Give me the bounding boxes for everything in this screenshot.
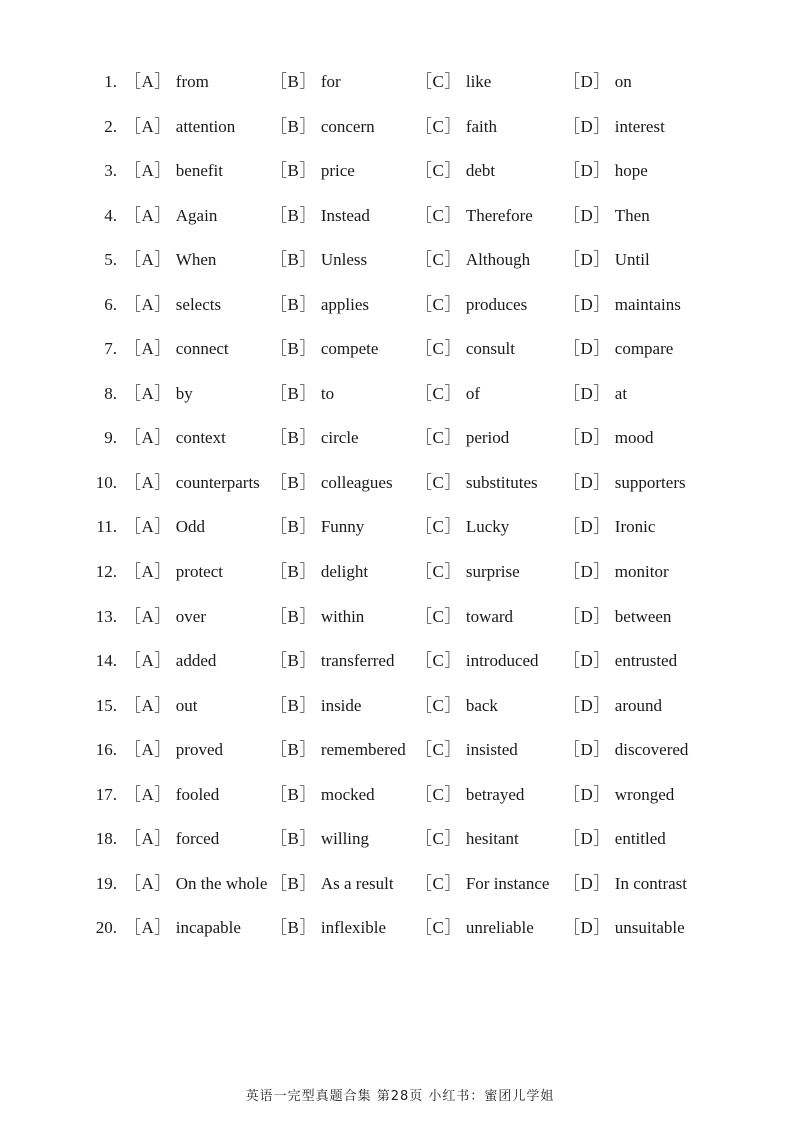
option-text: attention (175, 116, 236, 136)
option-a (124, 372, 193, 417)
option-letter: ［D］ (563, 116, 611, 136)
option-text: wronged (614, 784, 675, 804)
option-text: by (175, 383, 193, 403)
option-letter: ［B］ (270, 205, 317, 225)
option-a (124, 595, 206, 640)
question-row (0, 238, 800, 283)
option-letter: ［C］ (415, 918, 462, 938)
option-text: over (175, 606, 206, 626)
question-row (0, 60, 800, 105)
option-text: Funny (320, 517, 365, 537)
option-letter: ［B］ (270, 695, 317, 715)
option-letter: ［D］ (563, 784, 611, 804)
option-text: inflexible (320, 918, 386, 938)
question-number: 10. (95, 472, 117, 492)
option-letter: ［B］ (270, 606, 317, 626)
question-row (0, 639, 800, 684)
option-letter: ［C］ (415, 829, 462, 849)
option-a (124, 773, 219, 818)
option-letter: ［B］ (270, 517, 317, 537)
option-text: price (320, 161, 355, 181)
option-text: produces (465, 294, 528, 314)
option-d (563, 773, 674, 818)
option-text: entitled (614, 829, 666, 849)
option-a (124, 639, 216, 684)
option-text: Odd (175, 517, 206, 537)
option-letter: ［B］ (270, 250, 317, 270)
option-b (270, 60, 341, 105)
option-text: for (320, 72, 341, 91)
option-letter: ［D］ (563, 651, 611, 671)
page-footer: 英语一完型真题合集 第28页 小红书：蜜团儿学姐 (245, 1089, 555, 1104)
option-b (270, 105, 375, 150)
question-row (0, 416, 800, 461)
option-a (124, 416, 226, 461)
option-b (270, 773, 375, 818)
option-text: compete (320, 339, 379, 359)
option-letter: ［A］ (124, 517, 172, 537)
option-letter: ［C］ (415, 205, 462, 225)
option-letter: ［B］ (270, 651, 317, 671)
option-b (270, 194, 370, 239)
option-text: benefit (175, 161, 223, 181)
option-letter: ［D］ (563, 562, 611, 582)
option-letter: ［C］ (415, 740, 462, 760)
option-text: discovered (614, 740, 689, 760)
option-letter: ［C］ (415, 472, 462, 492)
option-c (415, 238, 530, 283)
option-text: like (465, 72, 492, 91)
option-b (270, 550, 368, 595)
option-text: added (175, 651, 217, 671)
option-letter: ［A］ (124, 918, 172, 938)
option-text: transferred (320, 651, 395, 671)
option-letter: ［B］ (270, 472, 317, 492)
option-letter: ［C］ (415, 161, 462, 181)
option-text: from (175, 72, 209, 91)
question-row (0, 595, 800, 640)
option-text: colleagues (320, 472, 393, 492)
option-d (563, 505, 655, 550)
option-text: forced (175, 829, 220, 849)
question-number: 7. (104, 339, 117, 359)
option-text: inside (320, 695, 362, 715)
option-text: introduced (465, 651, 539, 671)
option-letter: ［C］ (415, 116, 462, 136)
option-text: remembered (320, 740, 406, 760)
option-text: entrusted (614, 651, 678, 671)
option-d (563, 906, 685, 951)
option-c (415, 327, 515, 372)
option-c (415, 550, 520, 595)
option-text: Then (614, 205, 650, 225)
option-text: delight (320, 562, 369, 582)
option-c (415, 862, 549, 907)
option-c (415, 283, 527, 328)
option-d (563, 817, 666, 862)
option-text: on (614, 72, 632, 91)
option-b (270, 639, 394, 684)
option-c (415, 149, 495, 194)
option-letter: ［A］ (124, 72, 172, 91)
option-b (270, 372, 334, 417)
option-text: When (175, 250, 217, 270)
option-text: Therefore (465, 205, 533, 225)
option-letter: ［D］ (563, 161, 611, 181)
question-number: 18. (95, 829, 117, 849)
option-letter: ［B］ (270, 72, 317, 91)
question-row (0, 906, 800, 951)
option-d (563, 684, 662, 729)
option-d (563, 416, 654, 461)
option-text: of (465, 383, 481, 403)
option-letter: ［C］ (415, 383, 462, 403)
option-b (270, 461, 393, 506)
option-c (415, 817, 519, 862)
option-b (270, 684, 361, 729)
option-text: selects (175, 294, 222, 314)
question-number: 8. (104, 383, 117, 403)
option-letter: ［D］ (563, 472, 611, 492)
question-number: 4. (104, 205, 117, 225)
option-letter: ［D］ (563, 205, 611, 225)
question-row (0, 862, 800, 907)
option-c (415, 372, 480, 417)
option-c (415, 416, 509, 461)
option-letter: ［A］ (124, 873, 172, 893)
option-letter: ［A］ (124, 606, 172, 626)
option-text: concern (320, 116, 375, 136)
option-text: mood (614, 428, 654, 448)
option-letter: ［A］ (124, 250, 172, 270)
option-text: period (465, 428, 510, 448)
question-row (0, 194, 800, 239)
option-letter: ［A］ (124, 784, 172, 804)
option-text: insisted (465, 740, 518, 760)
option-text: betrayed (465, 784, 525, 804)
option-text: hesitant (465, 829, 519, 849)
question-row (0, 773, 800, 818)
option-a (124, 194, 217, 239)
question-number: 1. (104, 72, 117, 91)
option-letter: ［B］ (270, 740, 317, 760)
option-text: interest (614, 116, 665, 136)
question-number: 13. (95, 606, 117, 626)
option-letter: ［C］ (415, 873, 462, 893)
option-letter: ［B］ (270, 383, 317, 403)
option-b (270, 283, 369, 328)
option-letter: ［A］ (124, 562, 172, 582)
option-c (415, 60, 491, 105)
option-letter: ［D］ (563, 517, 611, 537)
question-number: 15. (95, 695, 117, 715)
option-text: consult (465, 339, 515, 359)
option-letter: ［D］ (563, 606, 611, 626)
question-row (0, 149, 800, 194)
option-a (124, 862, 267, 907)
option-text: For instance (465, 873, 550, 893)
option-text: within (320, 606, 365, 626)
option-text: Unless (320, 250, 368, 270)
option-d (563, 327, 673, 372)
question-number: 3. (104, 161, 117, 181)
option-letter: ［D］ (563, 873, 611, 893)
question-row (0, 728, 800, 773)
option-d (563, 283, 681, 328)
option-letter: ［A］ (124, 116, 172, 136)
option-b (270, 906, 386, 951)
option-d (563, 862, 687, 907)
option-b (270, 728, 406, 773)
option-letter: ［D］ (563, 294, 611, 314)
option-letter: ［A］ (124, 161, 172, 181)
question-number: 19. (95, 873, 117, 893)
option-c (415, 773, 524, 818)
option-text: counterparts (175, 472, 260, 492)
option-text: faith (465, 116, 497, 136)
question-number: 16. (95, 740, 117, 760)
question-row (0, 684, 800, 729)
option-letter: ［A］ (124, 428, 172, 448)
option-letter: ［A］ (124, 472, 172, 492)
option-letter: ［A］ (124, 829, 172, 849)
option-b (270, 595, 364, 640)
option-d (563, 461, 686, 506)
option-text: fooled (175, 784, 220, 804)
option-d (563, 60, 632, 105)
option-letter: ［B］ (270, 562, 317, 582)
question-number: 9. (104, 428, 117, 448)
option-letter: ［C］ (415, 606, 462, 626)
option-letter: ［D］ (563, 829, 611, 849)
question-number: 14. (95, 651, 117, 671)
option-text: mocked (320, 784, 375, 804)
option-text: around (614, 695, 662, 715)
option-text: hope (614, 161, 648, 181)
option-c (415, 505, 509, 550)
option-a (124, 105, 235, 150)
question-number: 6. (104, 294, 117, 314)
option-text: between (614, 606, 672, 626)
question-row (0, 461, 800, 506)
option-b (270, 416, 359, 461)
option-letter: ［D］ (563, 339, 611, 359)
option-text: incapable (175, 918, 241, 938)
option-text: supporters (614, 472, 686, 492)
option-text: Although (465, 250, 531, 270)
option-c (415, 461, 538, 506)
option-d (563, 639, 677, 684)
option-c (415, 105, 497, 150)
option-text: applies (320, 294, 369, 314)
option-text: willing (320, 829, 370, 849)
option-letter: ［D］ (563, 250, 611, 270)
option-letter: ［A］ (124, 740, 172, 760)
option-text: maintains (614, 294, 681, 314)
option-letter: ［C］ (415, 517, 462, 537)
option-letter: ［B］ (270, 161, 317, 181)
option-d (563, 550, 669, 595)
option-letter: ［C］ (415, 250, 462, 270)
option-text: Ironic (614, 517, 656, 537)
option-a (124, 684, 198, 729)
option-text: surprise (465, 562, 520, 582)
option-text: context (175, 428, 226, 448)
option-letter: ［B］ (270, 428, 317, 448)
option-letter: ［B］ (270, 829, 317, 849)
question-number: 11. (96, 517, 117, 537)
option-letter: ［B］ (270, 873, 317, 893)
option-letter: ［C］ (415, 339, 462, 359)
option-text: Lucky (465, 517, 510, 537)
option-text: proved (175, 740, 223, 760)
option-a (124, 817, 219, 862)
option-a (124, 906, 241, 951)
option-text: Until (614, 250, 650, 270)
option-letter: ［C］ (415, 562, 462, 582)
option-d (563, 728, 688, 773)
question-list (0, 60, 800, 951)
option-d (563, 595, 671, 640)
option-text: unsuitable (614, 918, 685, 938)
question-row (0, 550, 800, 595)
option-c (415, 728, 518, 773)
option-text: back (465, 695, 498, 715)
option-d (563, 149, 648, 194)
option-a (124, 283, 221, 328)
option-a (124, 238, 216, 283)
option-letter: ［D］ (563, 695, 611, 715)
question-number: 12. (95, 562, 117, 582)
option-a (124, 505, 205, 550)
option-a (124, 60, 209, 105)
option-text: to (320, 383, 335, 403)
option-text: In contrast (614, 873, 688, 893)
option-letter: ［A］ (124, 294, 172, 314)
question-row (0, 817, 800, 862)
option-letter: ［B］ (270, 339, 317, 359)
question-number: 17. (95, 784, 117, 804)
option-a (124, 327, 229, 372)
question-row (0, 283, 800, 328)
option-a (124, 461, 260, 506)
option-letter: ［D］ (563, 383, 611, 403)
option-text: On the whole (175, 873, 268, 893)
option-text: compare (614, 339, 674, 359)
option-letter: ［C］ (415, 651, 462, 671)
option-a (124, 550, 223, 595)
option-b (270, 862, 394, 907)
option-text: Instead (320, 205, 370, 225)
option-letter: ［A］ (124, 205, 172, 225)
option-c (415, 194, 533, 239)
option-d (563, 105, 665, 150)
option-letter: ［C］ (415, 695, 462, 715)
option-b (270, 505, 364, 550)
option-c (415, 639, 539, 684)
option-c (415, 595, 513, 640)
option-text: unreliable (465, 918, 534, 938)
option-letter: ［C］ (415, 294, 462, 314)
option-letter: ［B］ (270, 918, 317, 938)
option-letter: ［A］ (124, 339, 172, 359)
option-a (124, 728, 223, 773)
option-letter: ［D］ (563, 918, 611, 938)
option-d (563, 194, 650, 239)
option-letter: ［C］ (415, 72, 462, 91)
question-row (0, 505, 800, 550)
option-text: protect (175, 562, 223, 582)
question-number: 5. (104, 250, 117, 270)
option-text: out (175, 695, 198, 715)
option-letter: ［C］ (415, 784, 462, 804)
option-text: debt (465, 161, 496, 181)
question-row (0, 105, 800, 150)
option-text: As a result (320, 873, 394, 893)
option-letter: ［B］ (270, 784, 317, 804)
option-b (270, 817, 369, 862)
option-letter: ［A］ (124, 383, 172, 403)
option-letter: ［A］ (124, 651, 172, 671)
option-letter: ［D］ (563, 72, 611, 91)
option-text: monitor (614, 562, 669, 582)
question-number: 20. (95, 918, 117, 938)
option-b (270, 238, 367, 283)
option-c (415, 684, 498, 729)
question-row (0, 372, 800, 417)
option-b (270, 149, 355, 194)
option-text: at (614, 383, 628, 403)
option-d (563, 372, 627, 417)
option-d (563, 238, 650, 283)
option-b (270, 327, 378, 372)
option-text: substitutes (465, 472, 538, 492)
option-letter: ［C］ (415, 428, 462, 448)
option-letter: ［D］ (563, 740, 611, 760)
option-text: connect (175, 339, 229, 359)
option-text: circle (320, 428, 359, 448)
option-text: toward (465, 606, 514, 626)
option-letter: ［B］ (270, 294, 317, 314)
option-letter: ［A］ (124, 695, 172, 715)
option-a (124, 149, 223, 194)
option-letter: ［D］ (563, 428, 611, 448)
option-letter: ［B］ (270, 116, 317, 136)
question-number: 2. (104, 116, 117, 136)
option-c (415, 906, 534, 951)
question-row (0, 327, 800, 372)
option-text: Again (175, 205, 218, 225)
